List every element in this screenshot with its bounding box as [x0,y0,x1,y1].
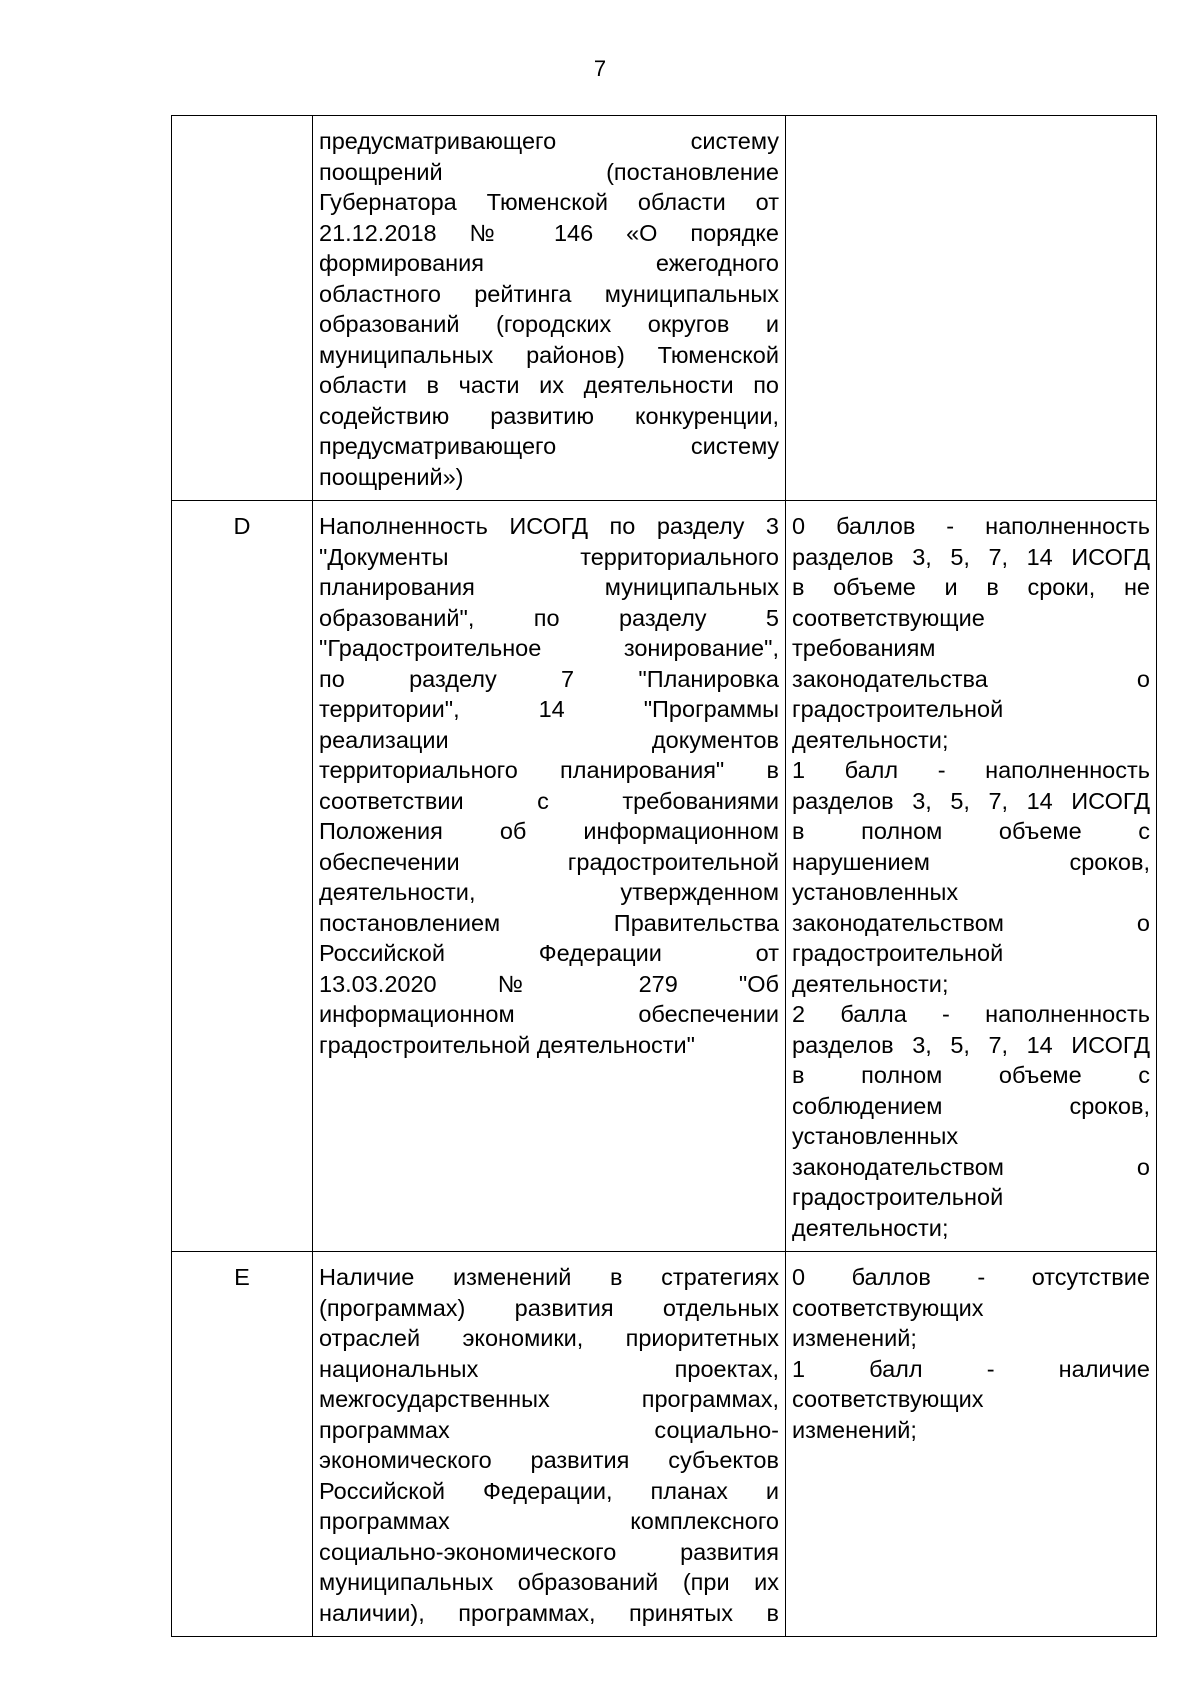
criterion-cell-line: постановлением Правительства [319,909,779,936]
criterion-cell-line: Положения об информационном [319,818,779,844]
score-cell-line: соответствующих [792,1386,984,1412]
criterion-cell-line: Губернатора Тюменской области от [319,189,779,215]
criterion-cell-line: образований (городских округов и [319,311,779,337]
table-row [172,1252,1157,1637]
score-cell-line: деятельности; [792,726,949,753]
criterion-cell-line: планирования муниципальных [319,574,779,600]
score-cell-line: установленных [792,1123,959,1149]
criterion-cell-line: территории", 14 "Программы [319,696,779,722]
row-code [172,116,313,501]
criterion-cell-line: 21.12.2018 № 146 «О порядке [319,219,779,246]
score-cell-line: градостроительной [792,1184,1004,1210]
score-cell-line: соответствующие [792,604,985,631]
score-cell-line: деятельности; [792,970,949,997]
criterion-cell-line: реализации документов [319,726,779,753]
score-cell-line: разделов 3, 5, 7, 14 ИСОГД [792,787,1150,814]
score-cell [786,116,1157,501]
score-cell-line: градостроительной [792,696,1004,722]
score-cell-line: разделов 3, 5, 7, 14 ИСОГД [792,1031,1150,1058]
criterion-cell-line: образований", по разделу 5 [319,604,779,631]
score-cell-line: изменений; [792,1325,917,1351]
criterion-cell-line: областного рейтинга муниципальных [319,280,779,307]
criterion-cell-line: соответствии с требованиями [319,787,779,814]
score-cell-line: требованиям [792,635,936,661]
page-number: 7 [593,56,607,81]
criterion-cell [313,501,786,1252]
score-cell-line: в полном объеме с [792,818,1150,844]
score-cell-line: 0 баллов - отсутствие [792,1264,1150,1290]
criterion-cell [313,116,786,501]
criterion-cell-line: "Документы территориального [319,543,779,570]
table-row [172,116,1157,501]
score-cell-line: 0 баллов - наполненность [792,513,1150,539]
criterion-cell-line: по разделу 7 "Планировка [319,665,779,692]
criterion-cell [313,1252,786,1637]
criterion-cell-line: отраслей экономики, приоритетных [319,1325,779,1351]
criterion-cell-line: социально-экономического развития [319,1538,779,1565]
score-cell-line: в объеме и в сроки, не [792,574,1150,600]
criterion-cell-line: территориального планирования" в [319,757,779,783]
criteria-table [171,115,1157,1637]
row-code: D [172,501,313,1252]
criterion-cell-line: "Градостроительное зонирование", [319,635,779,661]
criterion-cell-line: Российской Федерации, планах и [319,1477,779,1504]
criterion-cell-line: Российской Федерации от [319,940,779,966]
score-cell-line: 1 балл - наполненность [792,757,1150,783]
criterion-cell-line: Наличие изменений в стратегиях [319,1264,779,1290]
criterion-cell-line: поощрений») [319,463,464,490]
score-cell-line: градостроительной [792,940,1004,966]
score-cell-line: законодательством о [792,1153,1150,1180]
criterion-cell-line: национальных проектах, [319,1355,779,1382]
criterion-cell-line: программах комплексного [319,1508,779,1534]
criterion-cell-line: деятельности, утвержденном [319,879,779,905]
criterion-cell-line: муниципальных образований (при их [319,1569,779,1595]
criterion-cell-line: Наполненность ИСОГД по разделу 3 [319,513,779,539]
criterion-cell-line: градостроительной деятельности" [319,1031,695,1058]
score-cell-line: 2 балла - наполненность [792,1001,1150,1027]
criterion-cell-line: предусматривающего систему [319,128,779,154]
criterion-cell-line: области в части их деятельности по [319,372,779,398]
criterion-cell-line: предусматривающего системy [319,433,779,459]
score-cell-line: разделов 3, 5, 7, 14 ИСОГД [792,543,1150,570]
score-cell-line: 1 балл - наличие [792,1355,1150,1382]
criterion-cell-line: наличии), программах, принятых в [319,1599,779,1626]
score-cell-line: деятельности; [792,1214,949,1241]
score-cell [786,1252,1157,1637]
criterion-cell-line: информационном обеспечении [319,1001,779,1027]
score-cell-line: соответствующих [792,1294,984,1321]
criterion-cell-line: обеспечении градостроительной [319,848,779,875]
score-cell-line: законодательством о [792,909,1150,936]
score-cell-line: соблюдением сроков, [792,1092,1150,1119]
score-cell-line: изменений; [792,1416,917,1443]
score-cell-line: в полном объеме с [792,1062,1150,1088]
criterion-cell-line: экономического развития субъектов [319,1447,779,1473]
criterion-cell-line: программах социально- [319,1416,779,1443]
score-cell-line: законодательства о [792,665,1150,692]
criterion-cell-line: формирования ежегодного [319,250,779,276]
score-cell [786,501,1157,1252]
criterion-cell-line: поощрений (постановление [319,158,779,185]
score-cell-line: нарушением сроков, [792,848,1150,875]
criterion-cell-line: межгосударственных программах, [319,1386,779,1412]
table-row [172,501,1157,1252]
criterion-cell-line: (программах) развития отдельных [319,1294,779,1321]
criterion-cell-line: содействию развитию конкуренции, [319,402,779,429]
row-code: E [172,1252,313,1637]
criterion-cell-line: 13.03.2020 № 279 "Об [319,970,779,997]
score-cell-line: установленных [792,879,959,905]
criterion-cell-line: муниципальных районов) Тюменской [319,341,779,368]
